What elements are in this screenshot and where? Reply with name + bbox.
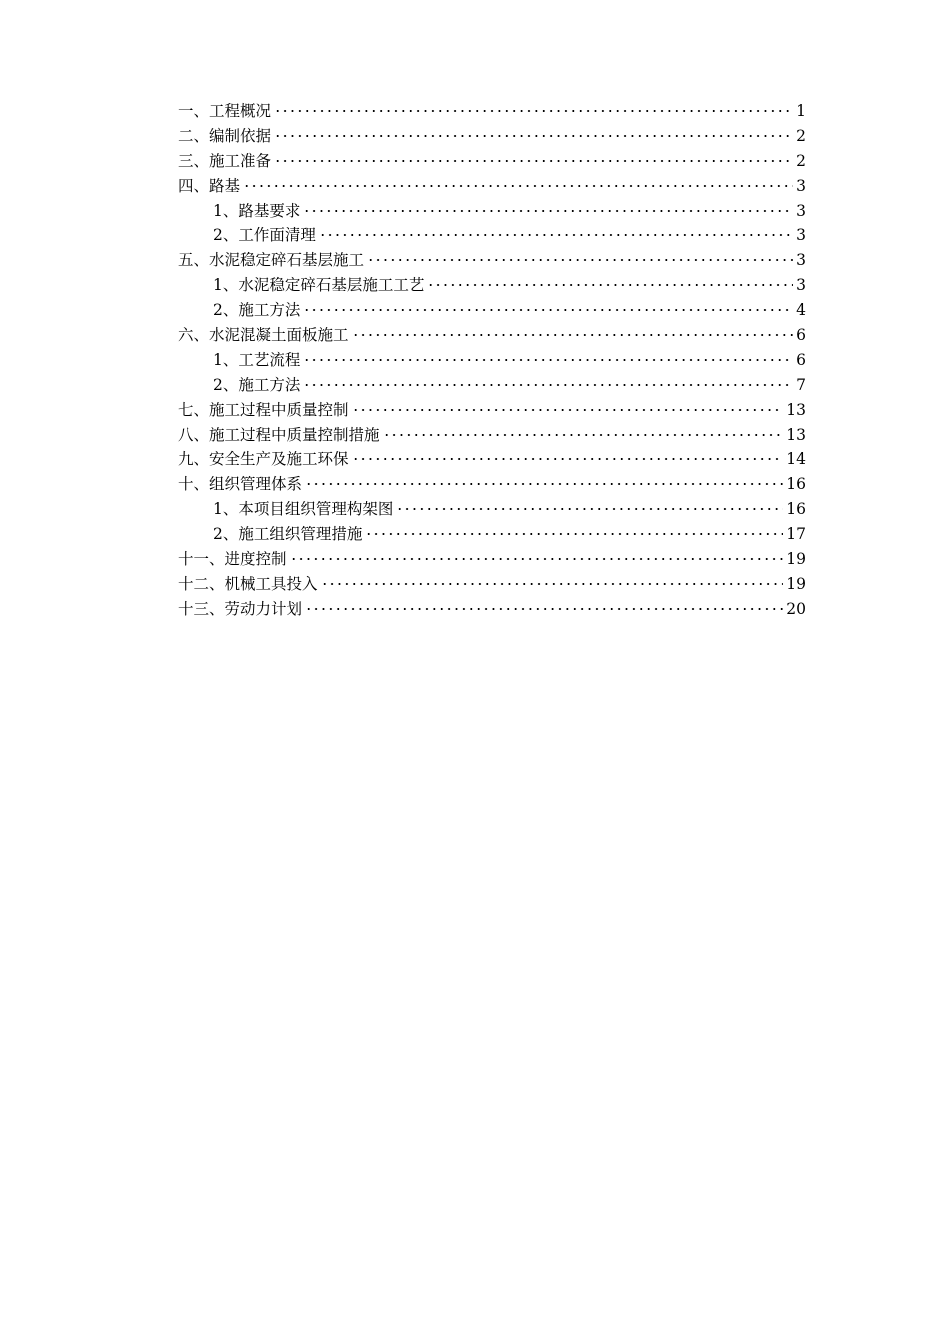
toc-dot-leader <box>396 507 783 511</box>
toc-page-number: 13 <box>786 425 806 444</box>
toc-entry-label: 九、安全生产及施工环保 <box>178 450 349 469</box>
toc-entry[interactable] <box>178 323 806 348</box>
toc-dot-leader <box>305 607 783 611</box>
toc-dot-leader <box>305 482 783 486</box>
toc-dot-leader <box>352 408 784 412</box>
toc-entry-label: 十二、机械工具投入 <box>178 574 318 593</box>
toc-entry[interactable] <box>178 472 806 497</box>
toc-entry[interactable] <box>178 597 806 622</box>
toc-page-number: 14 <box>786 450 806 469</box>
toc-entry[interactable] <box>178 572 806 597</box>
toc-page-number: 3 <box>796 226 806 245</box>
toc-dot-leader <box>274 134 793 138</box>
toc-entry-label: 十、组织管理体系 <box>178 475 303 494</box>
toc-page-number: 3 <box>796 176 806 195</box>
toc-dot-leader <box>303 358 793 362</box>
toc-entry[interactable] <box>178 248 806 273</box>
toc-dot-leader <box>352 457 784 461</box>
toc-dot-leader <box>321 582 784 586</box>
toc-page-number: 1 <box>796 102 806 120</box>
toc-entry-label: 四、路基 <box>178 176 241 195</box>
toc-dot-leader <box>290 557 784 561</box>
toc-page-number: 2 <box>796 151 806 170</box>
toc-dot-leader <box>365 532 783 536</box>
toc-page-number: 19 <box>786 574 806 593</box>
toc-entry[interactable] <box>178 149 806 174</box>
toc-dot-leader <box>303 209 793 213</box>
toc-subentry[interactable] <box>178 522 806 547</box>
toc-page-number: 19 <box>786 550 806 569</box>
toc-dot-leader <box>367 258 793 262</box>
toc-dot-leader <box>274 109 793 113</box>
toc-entry-label: 一、工程概况 <box>178 102 272 120</box>
toc-entry-label: 1、工艺流程 <box>213 350 301 369</box>
toc-entry-label: 二、编制依据 <box>178 126 272 145</box>
toc-page-number: 2 <box>796 126 806 145</box>
toc-subentry[interactable] <box>178 273 806 298</box>
toc-entry[interactable] <box>178 447 806 472</box>
toc-page-number: 4 <box>796 301 806 320</box>
toc-dot-leader <box>427 283 793 287</box>
toc-entry-label: 1、本项目组织管理构架图 <box>213 500 394 519</box>
toc-entry[interactable] <box>178 99 806 124</box>
toc-entry-label: 十三、劳动力计划 <box>178 599 303 618</box>
toc-entry-label: 2、工作面清理 <box>213 226 316 245</box>
toc-entry-label: 2、施工方法 <box>213 301 301 320</box>
toc-entry-label: 八、施工过程中质量控制措施 <box>178 425 380 444</box>
toc-page-number: 17 <box>786 525 806 544</box>
toc-page-number: 13 <box>786 400 806 419</box>
toc-dot-leader <box>303 383 793 387</box>
toc-subentry[interactable] <box>178 348 806 373</box>
toc-entry-label: 2、施工组织管理措施 <box>213 525 363 544</box>
toc-entry-label: 1、路基要求 <box>213 201 301 220</box>
toc-dot-leader <box>274 159 793 163</box>
toc-entry[interactable] <box>178 547 806 572</box>
toc-entry-label: 三、施工准备 <box>178 151 272 170</box>
toc-page-number: 3 <box>796 201 806 220</box>
toc-page-number: 20 <box>786 599 806 618</box>
toc-page-number: 16 <box>786 475 806 494</box>
toc-entry[interactable] <box>178 174 806 199</box>
toc-subentry[interactable] <box>178 373 806 398</box>
toc-page-number: 3 <box>796 251 806 270</box>
toc-entry-label: 2、施工方法 <box>213 375 301 394</box>
toc-entry[interactable] <box>178 423 806 448</box>
toc-entry-label: 七、施工过程中质量控制 <box>178 400 349 419</box>
toc-entry-label: 六、水泥混凝土面板施工 <box>178 326 349 345</box>
toc-subentry[interactable] <box>178 497 806 522</box>
toc-entry[interactable] <box>178 124 806 149</box>
toc-subentry[interactable] <box>178 199 806 224</box>
toc-page-number: 3 <box>796 276 806 295</box>
table-of-contents <box>178 99 806 622</box>
toc-page-number: 7 <box>796 375 806 394</box>
toc-dot-leader <box>243 184 793 188</box>
toc-dot-leader <box>383 433 784 437</box>
toc-subentry[interactable] <box>178 298 806 323</box>
toc-dot-leader <box>319 233 793 237</box>
toc-page-number: 6 <box>796 350 806 369</box>
toc-dot-leader <box>303 308 793 312</box>
toc-dot-leader <box>352 333 794 337</box>
toc-entry[interactable] <box>178 398 806 423</box>
toc-entry-label: 十一、进度控制 <box>178 550 287 569</box>
toc-page-number: 6 <box>796 326 806 345</box>
toc-subentry[interactable] <box>178 223 806 248</box>
toc-page-number: 16 <box>786 500 806 519</box>
toc-entry-label: 1、水泥稳定碎石基层施工工艺 <box>213 276 425 295</box>
toc-entry-label: 五、水泥稳定碎石基层施工 <box>178 251 365 270</box>
